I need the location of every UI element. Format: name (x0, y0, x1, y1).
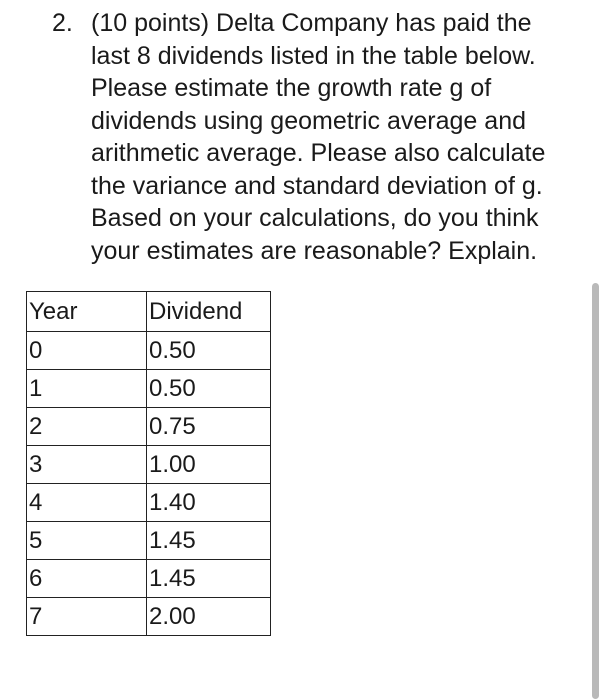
table-header-row (27, 292, 271, 332)
table-row (27, 332, 271, 370)
dividend-cell: 1.45 (147, 560, 271, 598)
year-cell: 7 (27, 598, 147, 636)
year-cell: 5 (27, 522, 147, 560)
dividend-cell: 0.50 (147, 332, 271, 370)
table-row (27, 408, 271, 446)
dividend-cell: 0.50 (147, 370, 271, 408)
question-block (52, 7, 582, 267)
dividend-cell: 1.00 (147, 446, 271, 484)
table-row (27, 560, 271, 598)
year-cell: 4 (27, 484, 147, 522)
vertical-scrollbar[interactable] (592, 283, 599, 699)
dividend-table (26, 291, 271, 636)
table-row (27, 598, 271, 636)
header-year: Year (27, 292, 147, 332)
year-cell: 1 (27, 370, 147, 408)
dividend-cell: 0.75 (147, 408, 271, 446)
year-cell: 0 (27, 332, 147, 370)
table-row (27, 522, 271, 560)
year-cell: 6 (27, 560, 147, 598)
dividend-cell: 1.45 (147, 522, 271, 560)
table-row (27, 484, 271, 522)
dividend-cell: 1.40 (147, 484, 271, 522)
year-cell: 3 (27, 446, 147, 484)
table-row (27, 446, 271, 484)
clipped-previous-line-text (90, 0, 560, 2)
question-number: 2. (52, 9, 73, 37)
question-text: (10 points) Delta Company has paid the last 8 dividends listed in the table below. Please estimate the growth rate g of dividends using geometric average and arithmetic average. Please also calculate the variance and standard deviation of g. Based on your calculations, do you think your estimates are reasonable? Explain. (91, 9, 546, 265)
clipped-previous-line (90, 0, 560, 2)
table-row (27, 370, 271, 408)
year-cell: 2 (27, 408, 147, 446)
dividend-cell: 2.00 (147, 598, 271, 636)
header-dividend: Dividend (147, 292, 271, 332)
